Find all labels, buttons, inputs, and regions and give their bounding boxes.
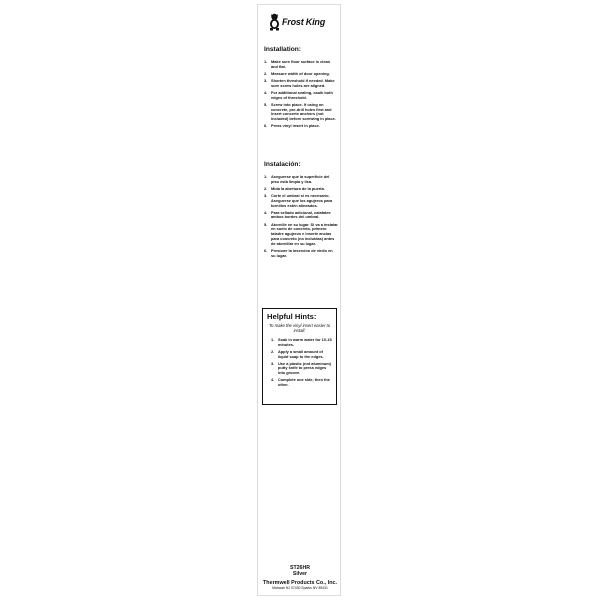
list-item: 3. Shorten threshold if needed. Make sure screw holes are aligned. [264, 77, 335, 88]
list-item: 1. Asegurese que la superficie del piso está limpia y lisa. [264, 174, 330, 184]
list-item: 1. Soak in warm water for 10-15 minutes. [271, 337, 332, 347]
installation-english-steps [264, 60, 338, 129]
helpful-hints-subtitle: To make the vinyl insert easier to install: [268, 323, 331, 333]
list-item: 6. Press vinyl insert in place. [264, 123, 320, 129]
brand-name: Frost King [282, 17, 325, 27]
list-item: 3. Corte el umbral si es necesario. Asegurese que los agujeros para tornillos estén alineados. [264, 192, 333, 208]
list-item: 5. Screw into place. If using on concrete, pre-drill holes first and insert concrete anchors (not included) before screwing in place. [264, 101, 336, 122]
helpful-hints-box [262, 308, 337, 405]
list-item: 2. Mida la abertura de la puerta. [264, 185, 325, 191]
list-item: 5. Atornille en su lugar. Si va a instalar en suelo de concreto, primero taladre agujeros e inserte anclas para concreto (no incluidas) antes de atornillar en su lugar. [264, 221, 338, 246]
company-name: Thermwell Products Co., Inc. [263, 580, 337, 586]
list-item: 1. Make sure floor surface is clean and flat. [264, 59, 331, 69]
installation-spanish-section [264, 161, 338, 261]
installation-spanish-title: Instalación: [264, 161, 301, 168]
list-item: 2. Measure width of door opening. [264, 70, 330, 76]
company-address: Mahwah NJ 07430 Sparks NV 89431 [272, 586, 328, 591]
helpful-hints-title: Helpful Hints: [267, 312, 317, 321]
installation-spanish-steps [264, 175, 338, 258]
list-item: 3. Use a plastic (not aluminum) putty knife to press edges into groove. [271, 360, 331, 376]
list-item: 2. Apply a small amount of liquid soap to the edges. [271, 348, 324, 359]
product-color: Silver [292, 571, 308, 577]
product-footer [258, 565, 342, 591]
instruction-card [257, 4, 341, 596]
list-item: 6. Presione la inserción de vinilo en su lugar. [264, 247, 333, 258]
installation-english-title: Installation: [264, 46, 301, 53]
brand-logo [268, 11, 332, 33]
list-item: 4. Complete one side, then the other. [271, 377, 330, 387]
helpful-hints-steps [267, 338, 332, 388]
list-item: 4. Para sellado adicional, calafatee ambos bordes del umbral. [264, 209, 331, 220]
list-item: 4. For additional sealing, caulk both edges of threshold. [264, 89, 333, 100]
frost-king-mascot-icon [268, 13, 281, 31]
installation-english-section [264, 46, 338, 131]
model-number: ST26HR [290, 565, 310, 571]
